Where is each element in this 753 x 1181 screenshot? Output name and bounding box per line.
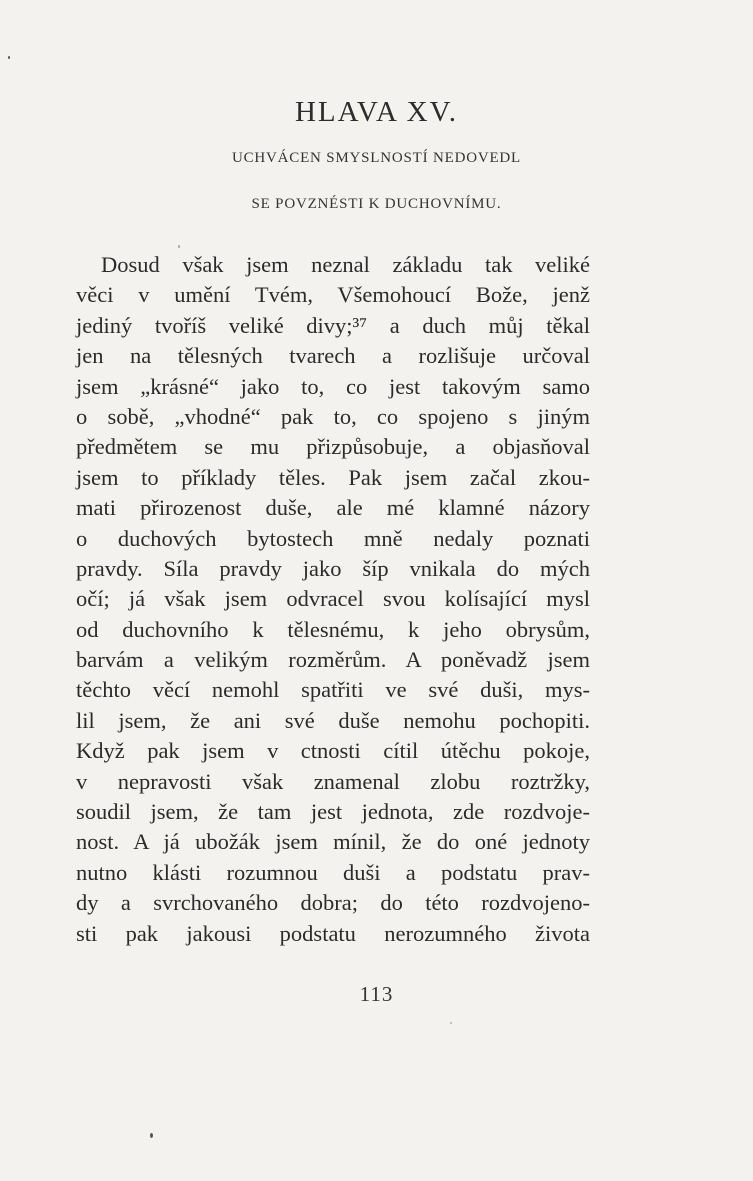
text-line: dy a svrchovaného dobra; do této rozdvojeno- <box>76 890 590 916</box>
page-number: 113 <box>359 982 394 1006</box>
text-line: jediný tvoříš veliké divy;³⁷ a duch můj těkal <box>76 312 590 338</box>
paper-speck <box>450 1022 452 1024</box>
text-line: Když pak jsem v ctnosti cítil útěchu pokoje, <box>76 738 590 764</box>
chapter-title: HLAVA XV. <box>294 96 459 128</box>
text-line: očí; já však jsem odvracel svou kolísající mysl <box>76 586 590 612</box>
text-line: věci v umění Tvém, Všemohoucí Bože, jenž <box>76 282 590 308</box>
text-line: pravdy. Síla pravdy jako šíp vnikala do mých <box>76 555 590 581</box>
paper-speck <box>150 1133 153 1138</box>
text-line: nutno klásti rozumnou duši a podstatu prav- <box>76 859 590 885</box>
text-line: nost. A já ubožák jsem mínil, že do oné jednoty <box>76 829 590 855</box>
text-line: soudil jsem, že tam jest jednota, zde rozdvoje- <box>76 799 590 825</box>
body-paragraph <box>76 250 590 949</box>
text-line: o duchových bytostech mně nedaly poznati <box>76 525 590 551</box>
text-line: od duchovního k tělesnému, k jeho obrysům, <box>76 616 590 642</box>
text-line: jsem „krásné“ jako to, co jest takovým samo <box>76 373 590 399</box>
paper-speck <box>178 245 180 248</box>
text-line: těchto věcí nemohl spatřiti ve své duši, mys- <box>76 677 590 703</box>
text-line: o sobě, „vhodné“ pak to, co spojeno s jiným <box>76 403 590 429</box>
text-line: barvám a velikým rozměrům. A poněvadž jsem <box>76 647 590 673</box>
text-line: v nepravosti však znamenal zlobu roztržky, <box>76 768 590 794</box>
text-line: sti pak jakousi podstatu nerozumného života <box>76 920 590 946</box>
text-line: lil jsem, že ani své duše nemohu pochopiti. <box>76 707 590 733</box>
text-line: jen na tělesných tvarech a rozlišuje určoval <box>76 343 590 369</box>
text-line: mati přirozenost duše, ale mé klamné názory <box>76 495 590 521</box>
text-line: jsem to příklady těles. Pak jsem začal zkou- <box>76 464 590 490</box>
paper-speck <box>8 56 10 59</box>
chapter-subtitle-line-2: SE POVZNÉSTI K DUCHOVNÍMU. <box>251 196 502 212</box>
chapter-subtitle-line-1: UCHVÁCEN SMYSLNOSTÍ NEDOVEDL <box>231 150 522 166</box>
text-line: Dosud však jsem neznal základu tak veliké <box>101 252 590 277</box>
text-line: předmětem se mu přizpůsobuje, a objasňoval <box>76 434 590 460</box>
